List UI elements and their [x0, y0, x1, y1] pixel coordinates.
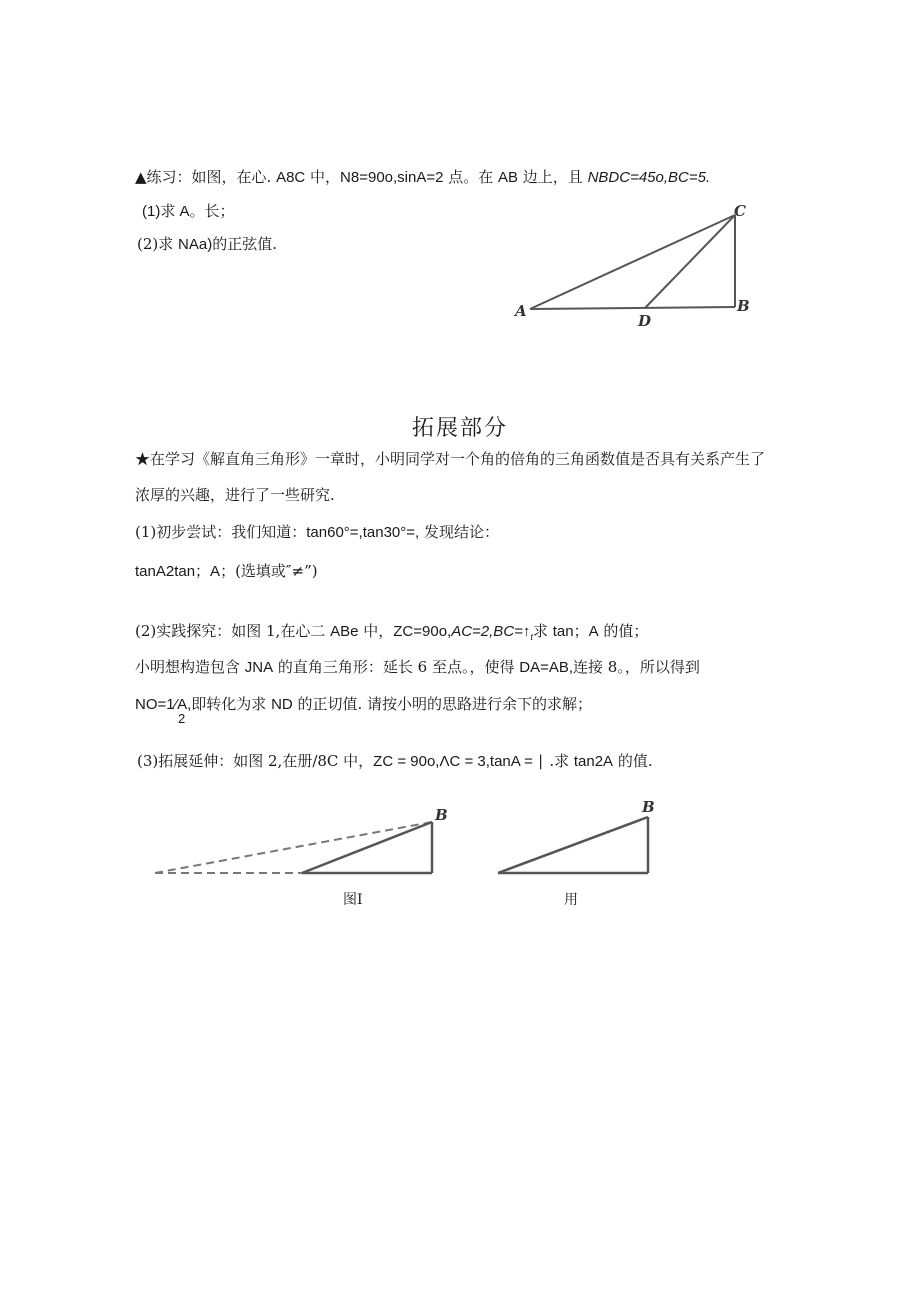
question-1-line-1: (1)初步尝试：我们知道：tan60°=,tan30°=, 发现结论： — [135, 523, 499, 541]
fraction-denominator: 2 — [178, 711, 186, 726]
segment-AB — [498, 817, 648, 873]
segment-DC — [645, 215, 735, 308]
segment-AB — [530, 307, 735, 309]
segment-AC — [530, 215, 735, 309]
question-2-line-1: (2)实践探究：如图 1,在心二 ABe 中，$ZC=90o,AC=2,BC=↑_t$求 tan；A 的值； — [135, 622, 649, 642]
figure-1-label-B: B — [435, 806, 448, 824]
exercise-triangle-figure — [510, 198, 760, 333]
label-A: A — [515, 302, 527, 320]
question-2-line-2: 小明想构造包含 JNA 的直角三角形：延长 6 至点。，使得 DA=AB,连接 8。，所以得到 — [135, 658, 700, 676]
intro-line-1: ★在学习《解直角三角形》一章时，小明同学对一个角的倍角的三角函数值是否具有关系产生了 — [135, 450, 766, 468]
segment-AB — [302, 822, 432, 873]
section-title: 拓展部分 — [411, 416, 508, 441]
exercise-line-1: ▲练习：如图，在心. A8C 中，N8=90o,sinA=2 点。在 AB 边上，且 NBDC=45o,BC=5. — [135, 168, 711, 186]
label-D: D — [638, 312, 652, 330]
figure-2-label-B: B — [642, 798, 655, 816]
question-1-line-2: tanA2tan；A；(选填或″≠”) — [135, 562, 318, 580]
exercise-part-2: (2)求 NAa)的正弦值. — [137, 235, 277, 253]
label-B: B — [737, 297, 750, 315]
dashed-hypotenuse-DB — [155, 822, 432, 873]
figure-2-triangle — [490, 795, 670, 882]
question-2-line-3: NO=1⁄A,即转化为求 ND 的正切值. 请按小明的思路进行余下的求解； — [135, 695, 593, 713]
figure-1-caption: 图Ⅰ — [343, 892, 363, 908]
figure-2-caption: 用 — [564, 892, 578, 908]
intro-line-2: 浓厚的兴趣，进行了一些研究. — [135, 486, 335, 504]
question-3-line: (3)拓展延伸：如图 2,在册/8C 中，ZC = 90o,ΛC = 3,tanA = ∣ .求 tan2A 的值. — [137, 752, 653, 770]
figure-1-triangle — [150, 800, 460, 882]
exercise-part-1: (1)求 A。长； — [142, 202, 235, 220]
label-C: C — [734, 202, 746, 220]
